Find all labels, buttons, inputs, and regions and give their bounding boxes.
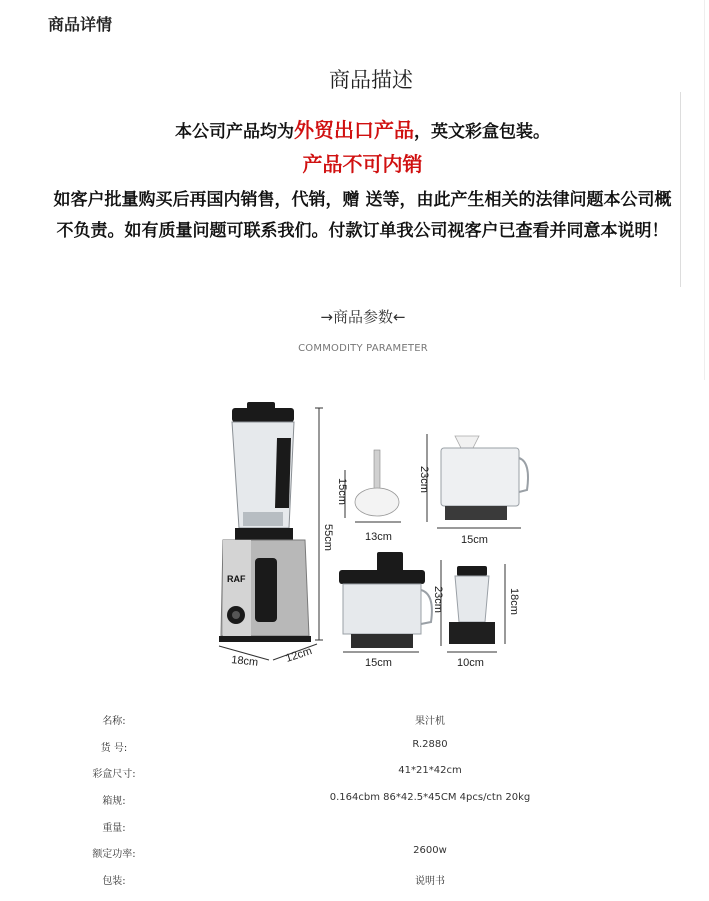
- notice-line-1-prefix: 本公司产品均为: [175, 122, 294, 142]
- spec-row-carton: [0, 786, 709, 813]
- dim-blender-depth: 12cm: [284, 645, 314, 665]
- dim-processor-height: 23cm: [432, 586, 444, 613]
- spec-label: 额定功率:: [92, 849, 136, 861]
- dim-grinder-width: 10cm: [457, 657, 484, 669]
- dim-blender-width: 18cm: [230, 654, 259, 669]
- spec-row-box-size: [0, 759, 709, 786]
- dim-whisk-height: 15cm: [336, 478, 348, 505]
- spec-label: 包装:: [102, 876, 126, 888]
- spec-value: R.2880: [412, 738, 448, 750]
- spec-label: 名称:: [102, 716, 126, 727]
- dim-grinder-height: 18cm: [508, 588, 520, 615]
- spec-row-model: [0, 733, 709, 760]
- dim-blender-height: 55cm: [322, 524, 334, 551]
- notice-line-1-suffix: ，英文彩盒包装。: [414, 122, 550, 142]
- spec-row-packaging: [0, 866, 709, 893]
- section-title: 商品详情: [48, 15, 113, 34]
- food-processor-illustration: [339, 552, 444, 669]
- spec-value: 果汁机: [415, 716, 445, 727]
- notice-export-highlight: 外贸出口产品: [294, 118, 414, 142]
- dim-juicer-width: 15cm: [461, 534, 488, 546]
- spec-label: 货 号:: [100, 742, 128, 754]
- dim-processor-width: 15cm: [365, 657, 392, 669]
- notice-disclaimer: 如客户批量购买后再国内销售，代销，赠 送等，由此产生相关的法律问题本公司概不负责。如有质量问题可联系我们。付款订单我公司视客户已查看并同意本说明！: [53, 190, 672, 241]
- spec-value: 2600w: [413, 845, 447, 857]
- whisk-illustration: [336, 450, 401, 543]
- product-dimension-image: [205, 400, 535, 680]
- spec-label: 重量:: [102, 822, 126, 834]
- spec-value: 41*21*42cm: [398, 765, 462, 777]
- blender-illustration: [219, 402, 334, 669]
- parameters-subheading: COMMODITY PARAMETER: [298, 343, 428, 354]
- spec-label: 彩盒尺寸:: [92, 769, 136, 781]
- brand-logo: RAF: [227, 574, 246, 584]
- notice-line-1: [40, 116, 685, 146]
- spec-row-name: [0, 706, 709, 733]
- description-heading: 商品描述: [329, 68, 413, 92]
- spec-table: [0, 706, 709, 893]
- dim-whisk-width: 13cm: [365, 531, 392, 543]
- spec-value: 说明书: [415, 876, 445, 888]
- spec-value: 0.164cbm 86*42.5*45CM 4pcs/ctn 20kg: [329, 792, 531, 804]
- parameters-heading: →商品参数←: [320, 308, 406, 326]
- notice-no-domestic-sale: 产品不可内销: [302, 152, 423, 176]
- spec-label: 箱规:: [102, 796, 126, 808]
- juicer-illustration: [418, 434, 528, 546]
- spec-row-weight: [0, 813, 709, 840]
- spec-row-power: [0, 839, 709, 866]
- grinder-illustration: [447, 564, 520, 669]
- notice-block: [40, 116, 685, 247]
- dim-juicer-height: 23cm: [418, 466, 430, 493]
